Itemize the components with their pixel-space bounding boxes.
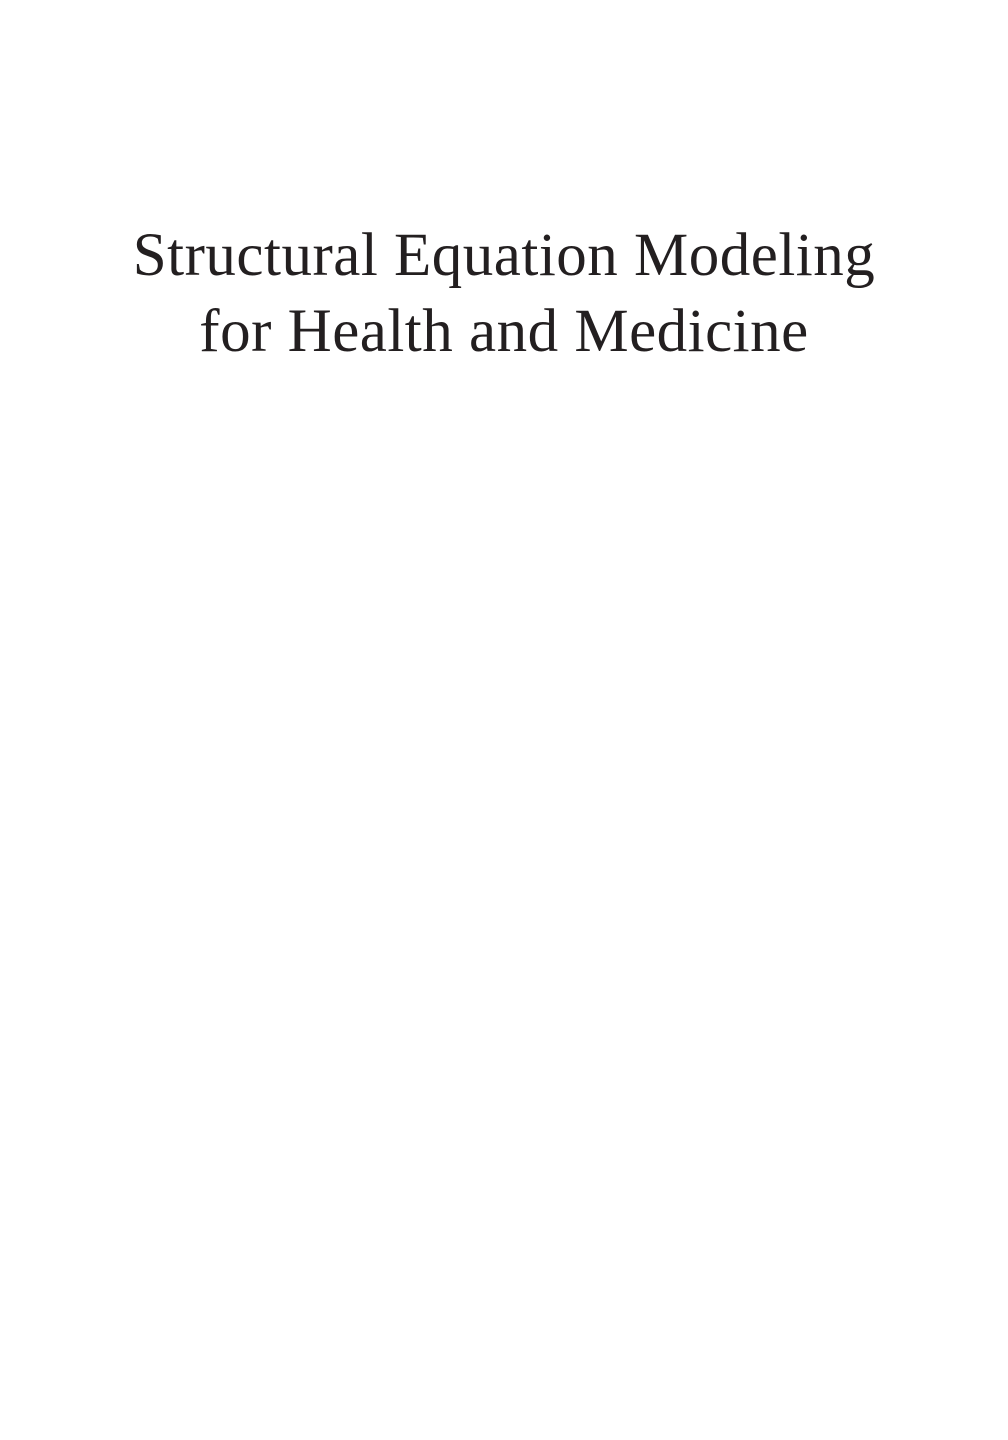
book-title-line-2: for Health and Medicine [199,298,809,365]
book-title [0,218,1008,370]
book-title-line-1: Structural Equation Modeling [132,222,876,289]
